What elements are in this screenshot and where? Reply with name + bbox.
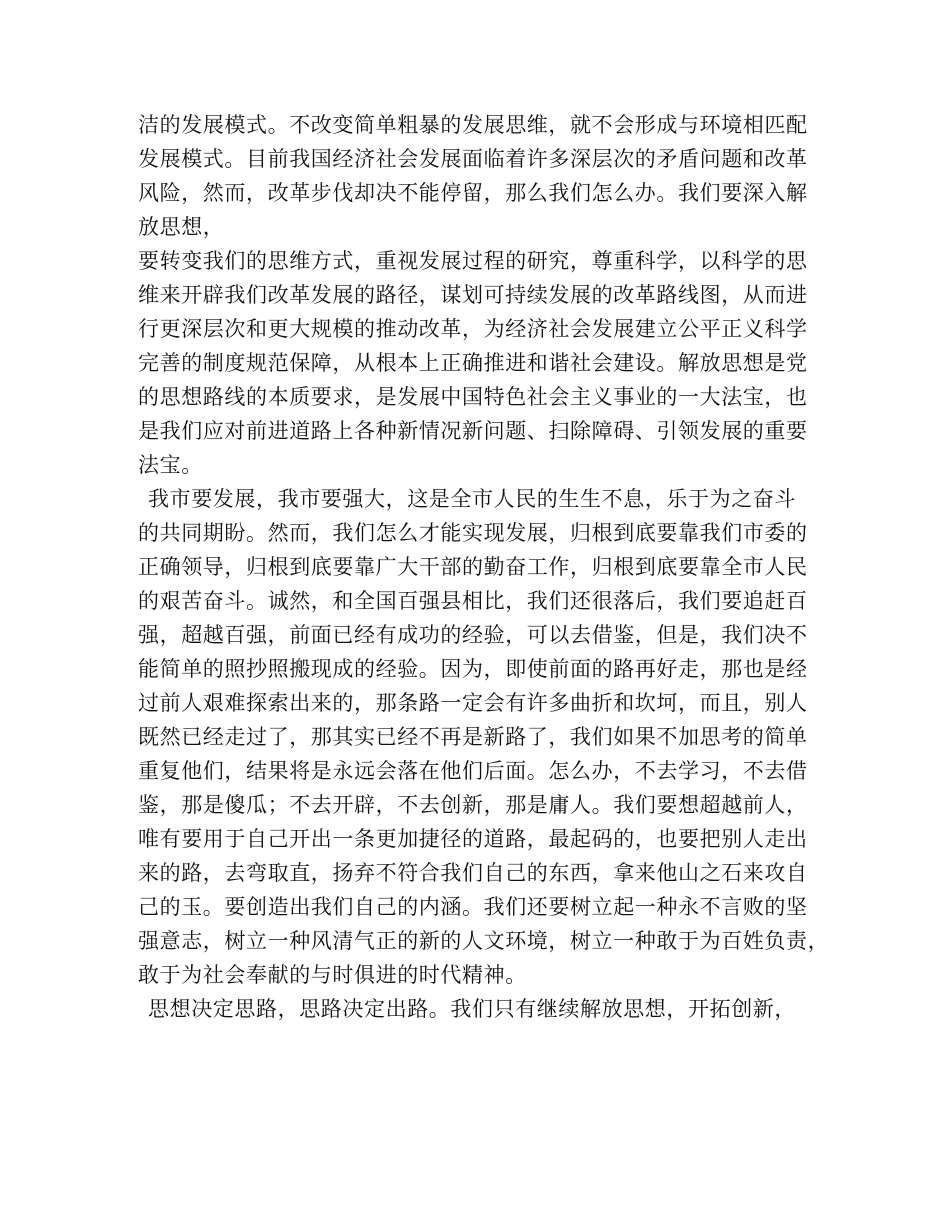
text-line: 风险，然而，改革步伐却决不能停留，那么我们怎么办。我们要深入解 bbox=[138, 181, 808, 205]
text-line: 己的玉。要创造出我们自己的内涵。我们还要树立起一种永不言败的坚 bbox=[138, 895, 808, 919]
text-line: 放思想， bbox=[138, 215, 225, 239]
text-line: 鉴，那是傻瓜；不去开辟，不去创新，那是庸人。我们要想超越前人， bbox=[138, 793, 808, 817]
body-text bbox=[138, 108, 838, 1026]
text-line: 过前人艰难探索出来的，那条路一定会有许多曲折和坎坷，而且，别人 bbox=[138, 691, 808, 715]
paragraph-first-line: 思想决定思路，思路决定出路。我们只有继续解放思想，开拓创新， bbox=[148, 997, 796, 1021]
text-line: 强意志，树立一种风清气正的新的人文环境，树立一种敢于为百姓负责， bbox=[138, 929, 830, 953]
text-line: 既然已经走过了，那其实已经不再是新路了，我们如果不加思考的简单 bbox=[138, 725, 808, 749]
text-line: 维来开辟我们改革发展的路径，谋划可持续发展的改革路线图，从而进 bbox=[138, 283, 808, 307]
text-line: 的艰苦奋斗。诚然，和全国百强县相比，我们还很落后，我们要追赶百 bbox=[138, 589, 808, 613]
text-line: 法宝。 bbox=[138, 453, 203, 477]
paragraph-first-line: 我市要发展，我市要强大，这是全市人民的生生不息，乐于为之奋斗 bbox=[148, 487, 796, 511]
text-line: 要转变我们的思维方式，重视发展过程的研究，尊重科学，以科学的思 bbox=[138, 249, 808, 273]
text-line: 重复他们，结果将是永远会落在他们后面。怎么办，不去学习，不去借 bbox=[138, 759, 808, 783]
text-line: 能简单的照抄照搬现成的经验。因为，即使前面的路再好走，那也是经 bbox=[138, 657, 808, 681]
text-line: 行更深层次和更大规模的推动改革，为经济社会发展建立公平正义科学 bbox=[138, 317, 808, 341]
text-line: 的思想路线的本质要求，是发展中国特色社会主义事业的一大法宝，也 bbox=[138, 385, 808, 409]
text-line: 敢于为社会奉献的与时俱进的时代精神。 bbox=[138, 963, 527, 987]
text-line: 强，超越百强，前面已经有成功的经验，可以去借鉴，但是，我们决不 bbox=[138, 623, 808, 647]
text-line: 的共同期盼。然而，我们怎么才能实现发展，归根到底要靠我们市委的 bbox=[138, 521, 808, 545]
text-line: 唯有要用于自己开出一条更加捷径的道路，最起码的，也要把别人走出 bbox=[138, 827, 808, 851]
text-line: 正确领导，归根到底要靠广大干部的勤奋工作，归根到底要靠全市人民 bbox=[138, 555, 808, 579]
text-line: 发展模式。目前我国经济社会发展面临着许多深层次的矛盾问题和改革 bbox=[138, 147, 808, 171]
text-line: 完善的制度规范保障，从根本上正确推进和谐社会建设。解放思想是党 bbox=[138, 351, 808, 375]
text-line: 是我们应对前进道路上各种新情况新问题、扫除障碍、引领发展的重要 bbox=[138, 419, 808, 443]
text-line: 洁的发展模式。不改变简单粗暴的发展思维，就不会形成与环境相匹配 bbox=[138, 113, 808, 137]
text-line: 来的路，去弯取直，扬弃不符合我们自己的东西，拿来他山之石来攻自 bbox=[138, 861, 808, 885]
